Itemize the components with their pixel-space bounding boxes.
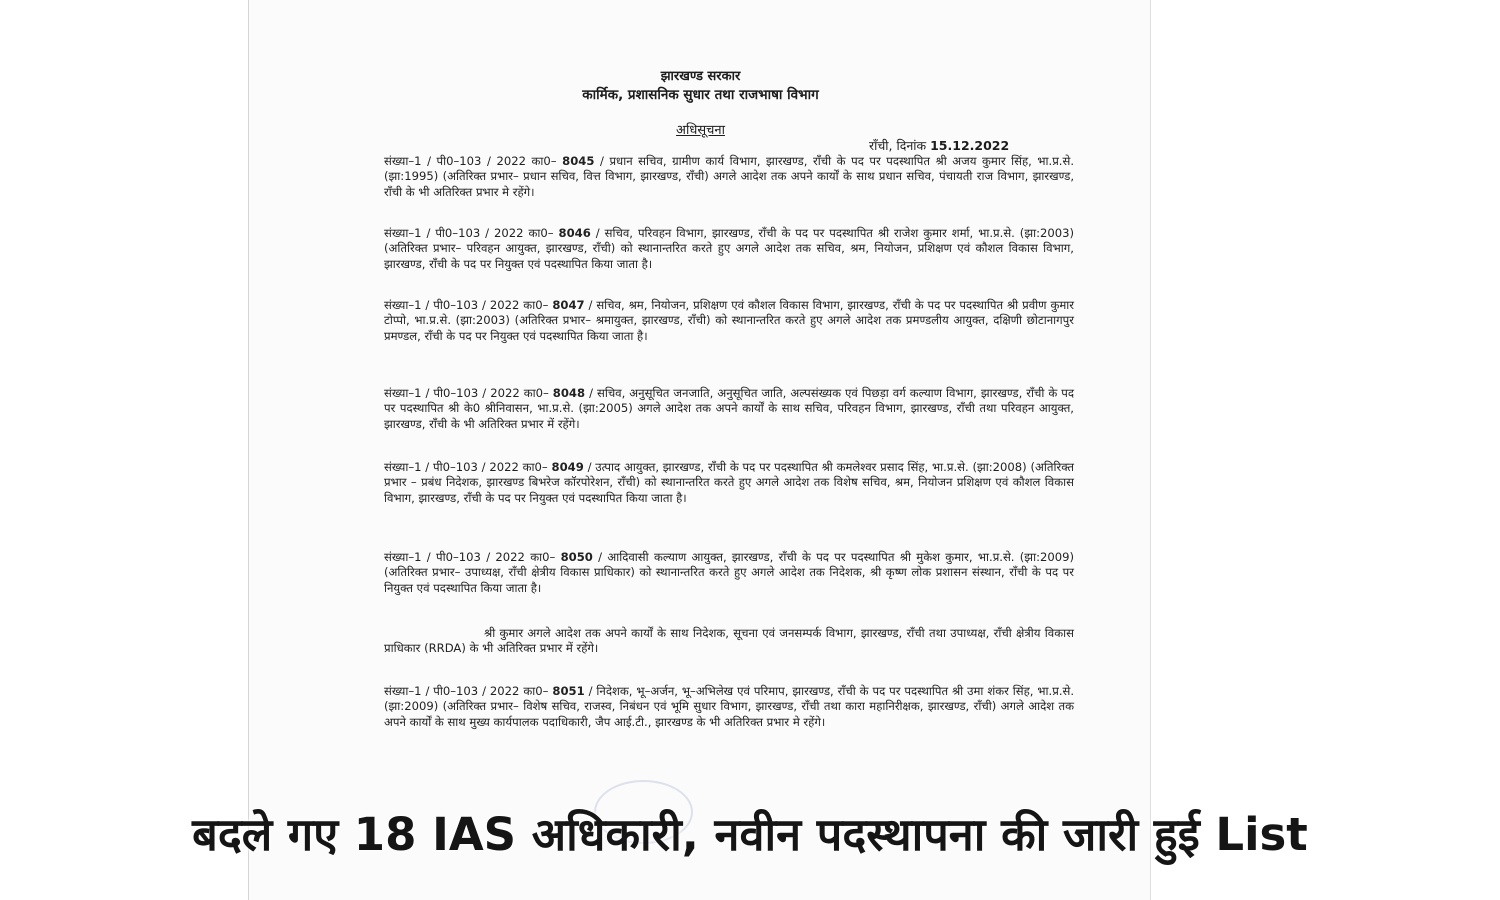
order-ref: संख्या–1 / पी0–103 / 2022 का0– <box>384 226 554 240</box>
order-number: 8047 <box>552 298 585 312</box>
order-paragraph <box>384 684 1074 730</box>
order-ref: संख्या–1 / पी0–103 / 2022 का0– <box>384 154 557 168</box>
order-text: / आदिवासी कल्याण आयुक्त, झारखण्ड, राँची के पद पर पदस्थापित श्री मुकेश कुमार, भा.प्र.से. (झा:2009) (अतिरिक्त प्रभार– उपाध्यक्ष, राँची क्षेत्रीय विकास प्राधिकार) को स्थानान्तरित करते हुए अगले आदेश तक निदेशक, श्री कृष्ण लोक प्रशासन संस्थान, राँची के पद पर नियुक्त एवं पदस्थापित किया जाता है। <box>384 550 1075 595</box>
order-number: 8048 <box>552 386 586 400</box>
government-name: झारखण्ड सरकार <box>660 69 741 84</box>
order-ref: संख्या–1 / पी0–103 / 2022 का0– <box>384 684 549 698</box>
headline-banner: बदले गए 18 IAS अधिकारी, नवीन पदस्थापना की जारी हुई List <box>192 808 1308 861</box>
order-paragraph <box>384 386 1074 432</box>
order-ref: संख्या–1 / पी0–103 / 2022 का0– <box>384 386 549 400</box>
order-paragraph <box>384 460 1074 506</box>
order-number: 8046 <box>558 226 591 240</box>
notification-document <box>248 0 1151 900</box>
order-paragraph-continuation <box>384 626 1074 657</box>
department-name: कार्मिक, प्रशासनिक सुधार तथा राजभाषा विभाग <box>582 87 819 103</box>
order-text: / निदेशक, भू–अर्जन, भू–अभिलेख एवं परिमाप, झारखण्ड, राँची के पद पर पदस्थापित श्री उमा शंकर सिंह, भा.प्र.से. (झा:2009) (अतिरिक्त प्रभार– विशेष सचिव, राजस्व, निबंधन एवं भूमि सुधार विभाग, झारखण्ड, राँची तथा कारा महानिरीक्षक, झारखण्ड, राँची) अगले आदेश तक अपने कार्यों के साथ मुख्य कार्यपालक पदाधिकारी, जैप आई.टी., झारखण्ड के भी अतिरिक्त प्रभार मे रहेंगे। <box>384 684 1075 729</box>
order-text: / सचिव, परिवहन विभाग, झारखण्ड, राँची के पद पर पदस्थापित श्री राजेश कुमार शर्मा, भा.प्र.से. (झा:2003) (अतिरिक्त प्रभार– परिवहन आयुक्त, झारखण्ड, राँची) को स्थानान्तरित करते हुए अगले आदेश तक सचिव, श्रम, नियोजन, प्रशिक्षण एवं कौशल विकास विभाग, झारखण्ड, राँची के पद पर नियुक्त एवं पदस्थापित किया जाता है। <box>384 226 1075 271</box>
notice-title: अधिसूचना <box>676 123 725 138</box>
order-text: / सचिव, श्रम, नियोजन, प्रशिक्षण एवं कौशल विकास विभाग, झारखण्ड, राँची के पद पर पदस्थापित श्री प्रवीण कुमार टोप्पो, भा.प्र.से. (झा:2003) (अतिरिक्त प्रभार– श्रमायुक्त, झारखण्ड, राँची) को स्थानान्तरित करते हुए अगले आदेश तक प्रमण्डलीय आयुक्त, दक्षिणी छोटानागपुर प्रमण्डल, राँची के पद पर नियुक्त एवं पदस्थापित किया जाता है। <box>384 298 1075 343</box>
order-number: 8051 <box>552 684 585 698</box>
order-text: / प्रधान सचिव, ग्रामीण कार्य विभाग, झारखण्ड, राँची के पद पर पदस्थापित श्री अजय कुमार सिंह, भा.प्र.से. (झा:1995) (अतिरिक्त प्रभार– प्रधान सचिव, वित्त विभाग, झारखण्ड, राँची) अगले आदेश तक अपने कार्यों के साथ प्रधान सचिव, पंचायती राज विभाग, झारखण्ड, राँची के भी अतिरिक्त प्रभार मे रहेंगे। <box>384 154 1075 199</box>
order-ref: संख्या–1 / पी0–103 / 2022 का0– <box>384 460 548 474</box>
order-number: 8045 <box>562 154 595 168</box>
order-number: 8050 <box>560 550 593 564</box>
order-paragraph <box>384 550 1074 596</box>
date-prefix: राँची, दिनांक <box>869 138 927 153</box>
order-ref: संख्या–1 / पी0–103 / 2022 का0– <box>384 298 549 312</box>
order-text: / उत्पाद आयुक्त, झारखण्ड, राँची के पद पर पदस्थापित श्री कमलेश्वर प्रसाद सिंह, भा.प्र.से. (झा:2008) (अतिरिक्त प्रभार – प्रबंध निदेशक, झारखण्ड बिभरेज कॉरपोरेशन, राँची) को स्थानान्तरित करते हुए अगले आदेश तक विशेष सचिव, श्रम, नियोजन प्रशिक्षण एवं कौशल विकास विभाग, झारखण्ड, राँची के पद पर नियुक्त एवं पदस्थापित किया जाता है। <box>384 460 1075 505</box>
order-ref: संख्या–1 / पी0–103 / 2022 का0– <box>384 550 556 564</box>
date-value: 15.12.2022 <box>930 138 1010 153</box>
order-text: श्री कुमार अगले आदेश तक अपने कार्यों के साथ निदेशक, सूचना एवं जनसम्पर्क विभाग, झारखण्ड, राँची तथा उपाध्यक्ष, राँची क्षेत्रीय विकास प्राधिकार (RRDA) के भी अतिरिक्त प्रभार में रहेंगे। <box>384 626 1074 656</box>
order-paragraph <box>384 154 1074 200</box>
order-text: / सचिव, अनुसूचित जनजाति, अनुसूचित जाति, अल्पसंख्यक एवं पिछड़ा वर्ग कल्याण विभाग, झारखण्ड, राँची के पद पर पदस्थापित श्री के0 श्रीनिवासन, भा.प्र.से. (झा:2005) अगले आदेश तक अपने कार्यों के साथ सचिव, परिवहन विभाग, झारखण्ड, राँची तथा परिवहन आयुक्त, झारखण्ड, राँची के भी अतिरिक्त प्रभार में रहेंगे। <box>384 386 1074 431</box>
notice-date <box>869 137 1009 154</box>
order-paragraph <box>384 226 1074 272</box>
order-number: 8049 <box>551 460 584 474</box>
order-paragraph <box>384 298 1074 344</box>
